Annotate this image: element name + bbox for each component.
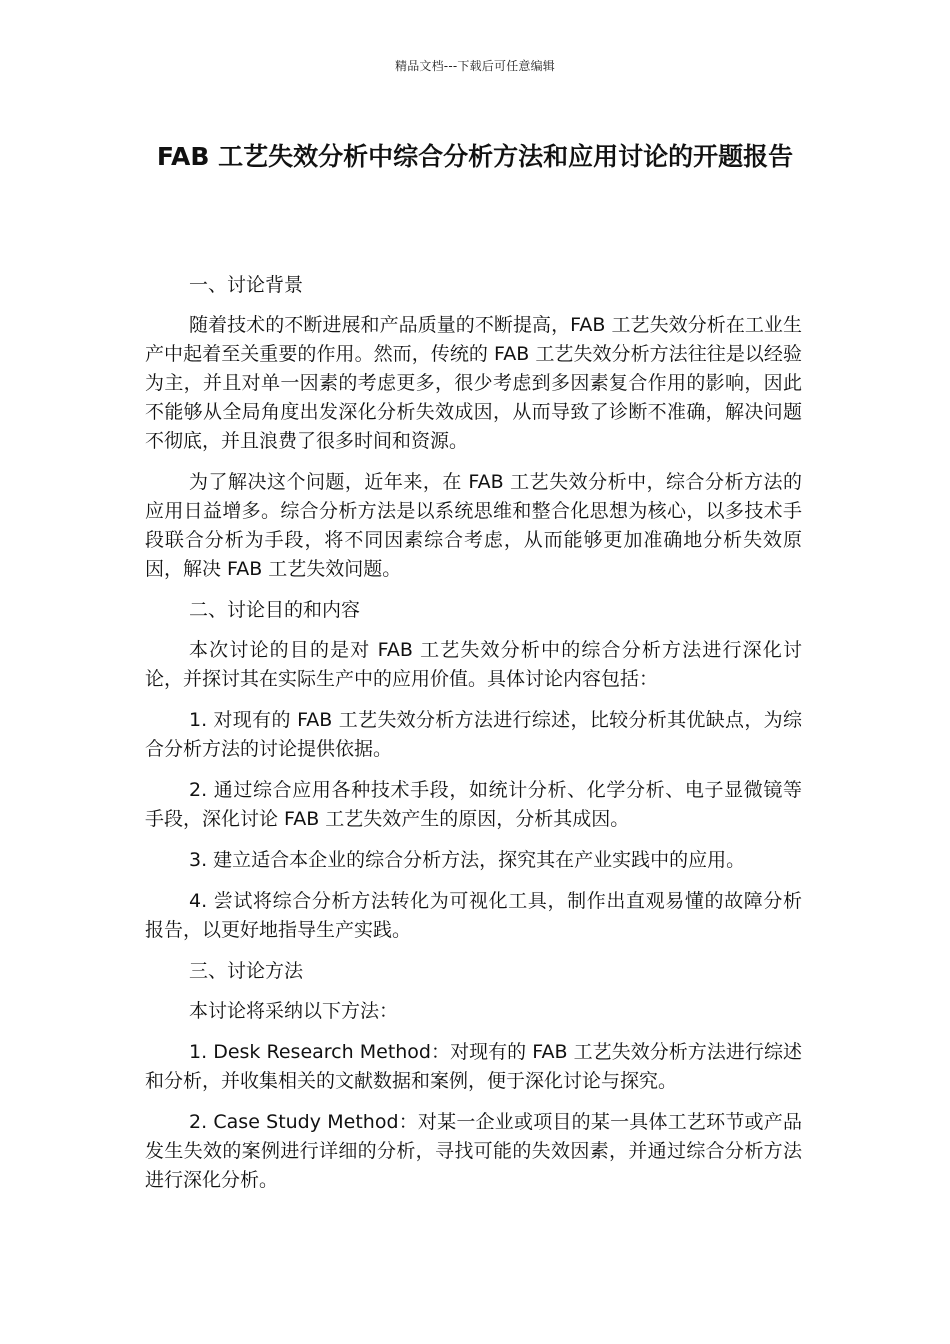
document-title: FAB 工艺失效分析中综合分析方法和应用讨论的开题报告 xyxy=(156,142,794,171)
section-heading-background: 一、讨论背景 xyxy=(189,274,304,296)
list-item: 1. 对现有的 FAB 工艺失效分析方法进行综述，比较分析其优缺点，为综合分析方法的讨论提供依据。 xyxy=(145,709,802,760)
list-item: 2. Case Study Method：对某一企业或项目的某一具体工艺环节或产品发生失效的案例进行详细的分析，寻找可能的失效因素，并通过综合分析方法进行深化分析。 xyxy=(145,1111,802,1191)
paragraph: 为了解决这个问题，近年来，在 FAB 工艺失效分析中，综合分析方法的应用日益增多。综合分析方法是以系统思维和整合化思想为核心，以多技术手段联合分析为手段，将不同因素综合考虑，从而能够更加准确地分析失效原因，解决 FAB 工艺失效问题。 xyxy=(145,471,802,580)
list-item: 2. 通过综合应用各种技术手段，如统计分析、化学分析、电子显微镜等手段，深化讨论 FAB 工艺失效产生的原因，分析其成因。 xyxy=(145,779,802,830)
paragraph: 随着技术的不断进展和产品质量的不断提高，FAB 工艺失效分析在工业生产中起着至关重要的作用。然而，传统的 FAB 工艺失效分析方法往往是以经验为主，并且对单一因素的考虑更多，很少考虑到多因素复合作用的影响，因此不能够从全局角度出发深化分析失效成因，从而导致了诊断不准确，解决问题不彻底，并且浪费了很多时间和资源。 xyxy=(145,314,802,452)
header-note: 精品文档---下载后可任意编辑 xyxy=(395,59,555,73)
paragraph: 本次讨论的目的是对 FAB 工艺失效分析中的综合分析方法进行深化讨论，并探讨其在实际生产中的应用价值。具体讨论内容包括： xyxy=(145,639,802,690)
section-heading-methods: 三、讨论方法 xyxy=(189,960,304,982)
section-heading-purpose: 二、讨论目的和内容 xyxy=(189,599,361,621)
document-body xyxy=(145,271,802,1207)
list-item: 3. 建立适合本企业的综合分析方法，探究其在产业实践中的应用。 xyxy=(189,849,746,871)
list-item: 1. Desk Research Method：对现有的 FAB 工艺失效分析方法进行综述和分析，并收集相关的文献数据和案例，便于深化讨论与探究。 xyxy=(145,1041,802,1092)
list-item: 4. 尝试将综合分析方法转化为可视化工具，制作出直观易懂的故障分析报告，以更好地指导生产实践。 xyxy=(145,890,802,941)
paragraph: 本讨论将采纳以下方法： xyxy=(189,1000,399,1022)
